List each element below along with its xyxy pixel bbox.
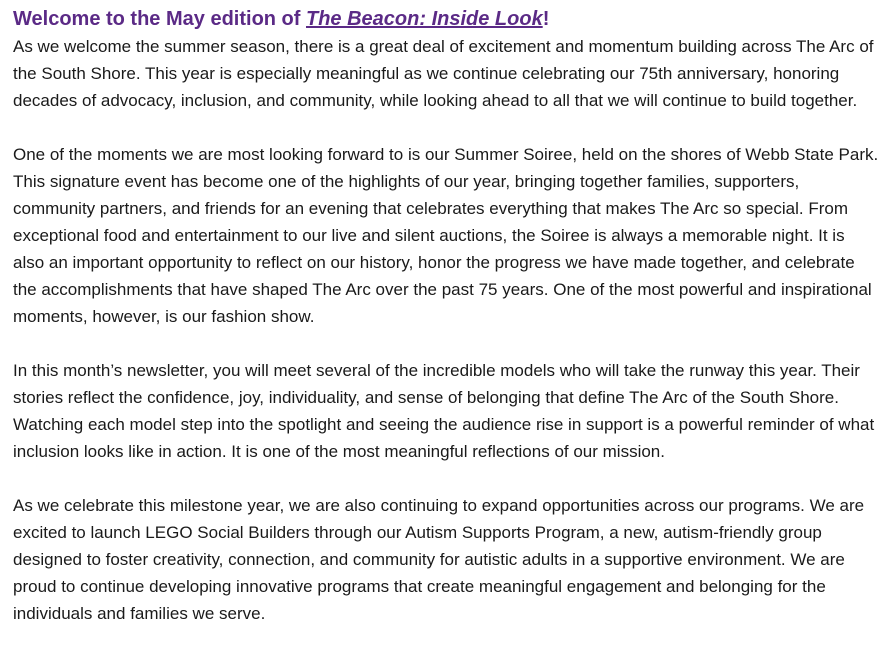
programs-paragraph: As we celebrate this milestone year, we are also continuing to expand opportunities across our programs. We are excited to launch LEGO Social Builders through our Autism Supports Program, a new, autism-friendly group designed to foster creativity, connection, and community for autistic adults in a supportive environment. We are proud to continue developing innovative programs that create meaningful engagement and belonging for the individuals and families we serve.	[13, 496, 865, 623]
heading-prefix: Welcome to the May edition of	[13, 8, 306, 30]
models-paragraph: In this month’s newsletter, you will meet several of the incredible models who will take the runway this year. Their stories reflect the confidence, joy, individuality, and sense of belonging that define The Arc of the South Shore. Watching each model step into the spotlight and seeing the audience rise in support is a powerful reminder of what inclusion looks like in action. It is one of the most meaningful reflections of our mission.	[13, 361, 875, 461]
heading-suffix: !	[542, 8, 550, 30]
welcome-heading	[13, 6, 879, 33]
publication-title-link[interactable]: The Beacon: Inside Look	[306, 8, 543, 30]
intro-paragraph: As we welcome the summer season, there is a great deal of excitement and momentum building across The Arc of the South Shore. This year is especially meaningful as we continue celebrating our 75th anniversary, honoring decades of advocacy, inclusion, and community, while looking ahead to all that we will continue to build together.	[13, 37, 874, 110]
summer-soiree-paragraph: One of the moments we are most looking forward to is our Summer Soiree, held on the shores of Webb State Park. This signature event has become one of the highlights of our year, bringing together families, supporters, community partners, and friends for an evening that celebrates everything that makes The Arc so special. From exceptional food and entertainment to our live and silent auctions, the Soiree is always a memorable night. It is also an important opportunity to reflect on our history, honor the progress we have made together, and celebrate the accomplishments that have shaped The Arc over the past 75 years. One of the most powerful and inspirational moments, however, is our fashion show.	[13, 145, 879, 326]
